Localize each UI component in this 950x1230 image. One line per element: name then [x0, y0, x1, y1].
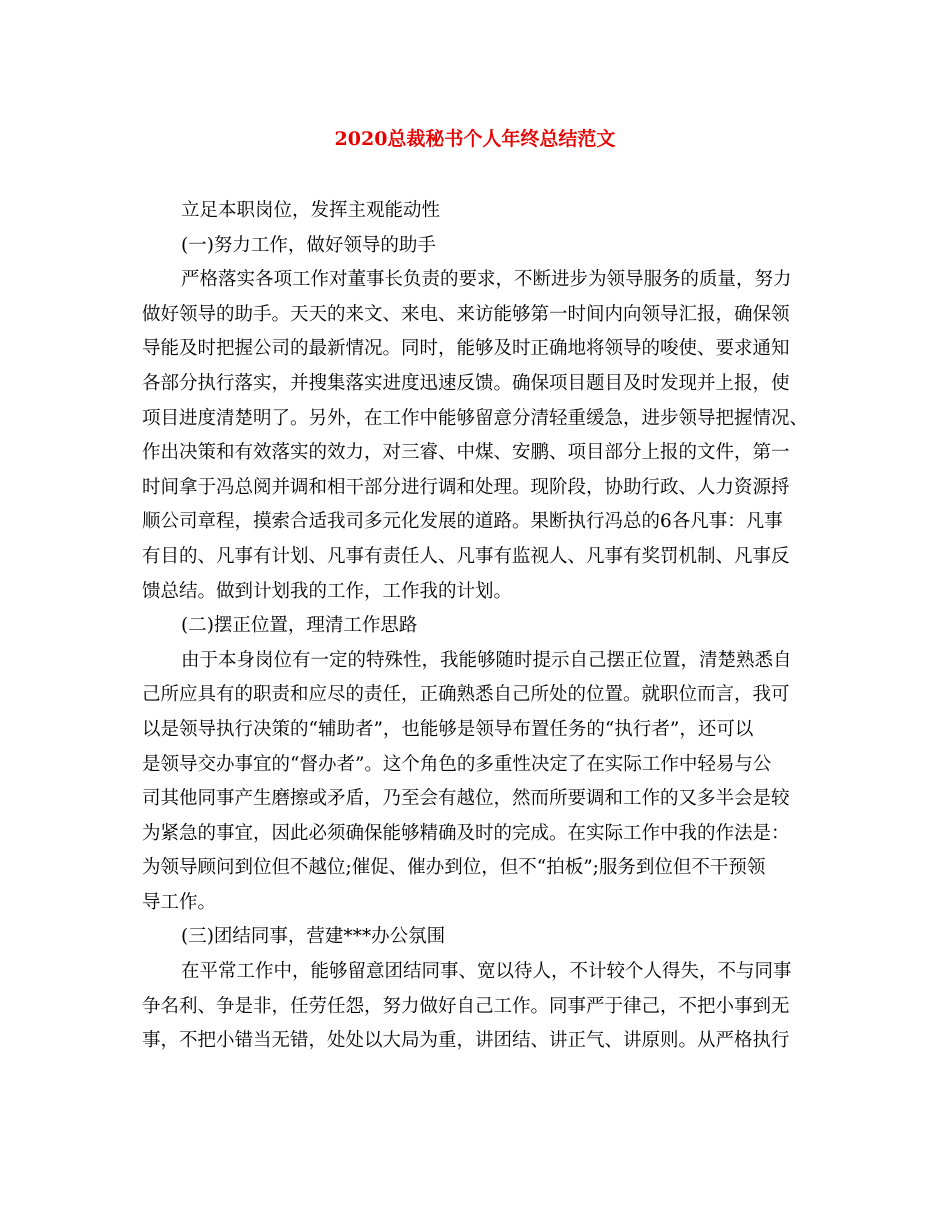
- body-line: 有目的、凡事有计划、凡事有责任人、凡事有监视人、凡事有奖罚机制、凡事反: [142, 545, 790, 567]
- body-line: 司其他同事产生磨擦或矛盾，乃至会有越位，然而所要调和工作的又多半会是较: [142, 788, 790, 810]
- body-line: 顺公司章程，摸索合适我司多元化发展的道路。果断执行冯总的6各凡事：凡事: [142, 511, 783, 533]
- body-line: 严格落实各项工作对董事长负责的要求，不断进步为领导服务的质量，努力: [181, 269, 792, 291]
- document-title: 2020总裁秘书个人年终总结范文: [334, 128, 616, 150]
- body-line: 立足本职岗位，发挥主观能动性: [181, 200, 441, 221]
- body-line: 是领导交办事宜的“督办者”。这个角色的多重性决定了在实际工作中轻易与公: [142, 753, 772, 775]
- document-body: [142, 194, 808, 1059]
- body-line: 各部分执行落实，并搜集落实进度迅速反馈。确保项目题目及时发现并上报，使: [142, 372, 790, 394]
- body-line: 以是领导执行决策的“辅助者”，也能够是领导布置任务的“执行者”，还可以: [142, 718, 754, 740]
- body-line: 事，不把小错当无错，处处以大局为重，讲团结、讲正气、讲原则。从严格执行: [142, 1030, 790, 1052]
- body-line: (二)摆正位置，理清工作思路: [181, 615, 418, 637]
- body-line: 馈总结。做到计划我的工作，工作我的计划。: [142, 580, 513, 602]
- body-line: 为领导顾问到位但不越位;催促、催办到位，但不“拍板”;服务到位但不干预领: [142, 857, 766, 879]
- body-line: 导能及时把握公司的最新情况。同时，能够及时正确地将领导的唆使、要求通知: [142, 338, 790, 360]
- body-line: (一)努力工作，做好领导的助手: [181, 234, 436, 256]
- body-line: 项目进度清楚明了。另外，在工作中能够留意分清轻重缓急，进步领导把握情况、: [142, 407, 808, 429]
- body-line: 在平常工作中，能够留意团结同事、宽以待人，不计较个人得失，不与同事: [181, 961, 792, 983]
- body-line: 己所应具有的职责和应尽的责任，正确熟悉自己所处的位置。就职位而言，我可: [142, 684, 790, 706]
- body-line: 争名利、争是非，任劳任怨，努力做好自己工作。同事严于律己，不把小事到无: [142, 995, 790, 1017]
- body-line: 由于本身岗位有一定的特殊性，我能够随时提示自己摆正位置，清楚熟悉自: [181, 649, 792, 671]
- body-line: 为紧急的事宜，因此必须确保能够精确及时的完成。在实际工作中我的作法是：: [142, 822, 790, 844]
- body-line: 做好领导的助手。天天的来文、来电、来访能够第一时间内向领导汇报，确保领: [142, 303, 790, 325]
- body-line: (三)团结同事，营建***办公氛围: [181, 926, 446, 948]
- body-line: 导工作。: [142, 891, 217, 913]
- body-line: 作出决策和有效落实的效力，对三睿、中煤、安鹏、项目部分上报的文件，第一: [142, 442, 790, 464]
- body-line: 时间拿于冯总阅并调和相干部分进行调和处理。现阶段，协助行政、人力资源捋: [142, 476, 790, 498]
